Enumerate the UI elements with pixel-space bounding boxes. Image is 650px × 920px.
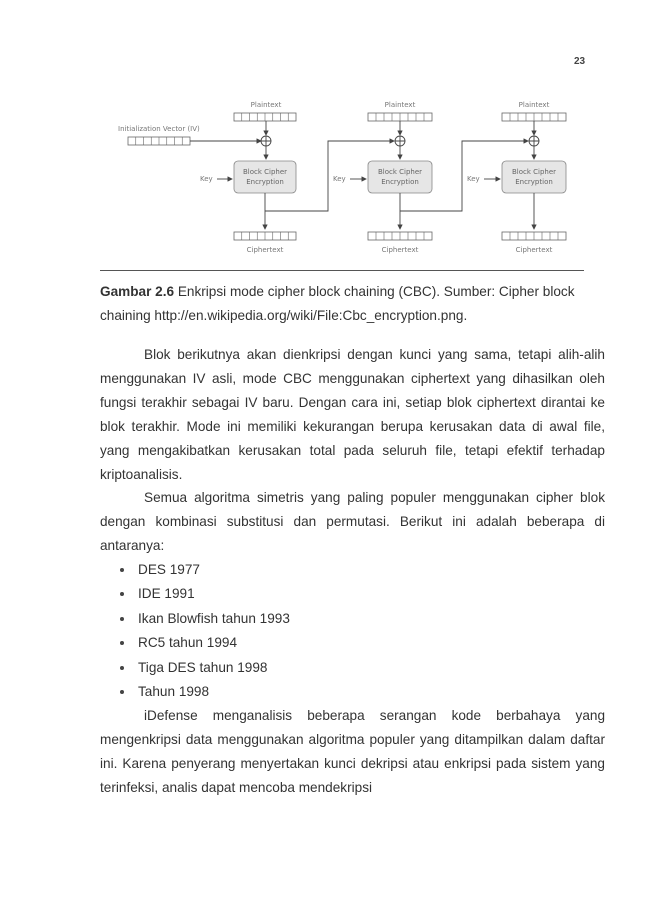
iv-label: Initialization Vector (IV)	[118, 125, 200, 133]
ciphertext-block-2	[368, 232, 432, 240]
list-item-text: Tahun 1998	[138, 684, 210, 700]
bullet-icon	[120, 592, 124, 596]
paragraph-idefense: iDefense menganalisis beberapa serangan kode berbahaya yang mengenkripsi data menggunakan algoritma populer yang ditampilkan dalam daftar ini. Karena penyerang menyertakan kunci dekripsi atau enkripsi pada sistem yang terinfeksi, analis dapat mencoba mendekripsi	[100, 708, 605, 795]
ciphertext-label-3: Ciphertext	[515, 246, 553, 254]
list-item-text: DES 1977	[138, 562, 200, 577]
plaintext-label-3: Plaintext	[518, 101, 550, 109]
bullet-icon	[120, 641, 124, 645]
list-item	[100, 558, 290, 582]
ciphertext-label-2: Ciphertext	[381, 246, 419, 254]
cbc-encryption-diagram	[110, 95, 570, 265]
ciphertext-block-3	[502, 232, 566, 240]
list-item-text: Ikan Blowfish tahun 1993	[138, 610, 290, 626]
bullet-icon	[120, 666, 124, 670]
xor-node-1	[261, 136, 271, 146]
key-label-2: Key	[333, 175, 346, 183]
list-item	[100, 582, 290, 606]
block-cipher-label-2a: Block Cipher	[377, 168, 423, 176]
paragraph-symmetric-algorithms: Semua algoritma simetris yang paling populer menggunakan cipher blok dengan kombinasi substitusi dan permutasi. Berikut ini adalah beberapa di antaranya:	[100, 490, 605, 553]
plaintext-block-1	[234, 113, 296, 121]
block-cipher-label-2b: Encryption	[381, 178, 419, 186]
plaintext-block-3	[502, 113, 566, 121]
key-label-3: Key	[467, 175, 480, 183]
block-cipher-label-3b: Encryption	[515, 178, 553, 186]
cbc-diagram-svg	[110, 95, 570, 265]
iv-block	[128, 137, 190, 145]
figure-caption	[100, 280, 590, 328]
paragraph-cbc-chaining: Blok berikutnya akan dienkripsi dengan kunci yang sama, tetapi alih-alih menggunakan IV asli, mode CBC menggunakan ciphertext yang dihasilkan oleh fungsi terakhir sebagai IV baru. Dengan cara ini, setiap blok ciphertext dirantai ke blok terakhir. Mode ini memiliki kekurangan berupa kerusakan data di awal file, yang mengakibatkan kerusakan total pada seluruh file, tetapi efektif terhadap kriptoanalisis.	[100, 347, 605, 482]
list-item	[100, 607, 290, 631]
caption-divider	[100, 270, 584, 271]
plaintext-label-2: Plaintext	[384, 101, 416, 109]
page-number: 23	[574, 56, 586, 67]
xor-node-3	[529, 136, 539, 146]
block-cipher-box-2	[368, 161, 432, 193]
list-item-text: IDE 1991	[138, 586, 195, 602]
block-cipher-label-1a: Block Cipher	[242, 168, 288, 176]
block-cipher-box-1	[234, 161, 296, 193]
bullet-icon	[120, 617, 124, 621]
list-item	[100, 680, 290, 704]
caption-text: Enkripsi mode cipher block chaining (CBC). Sumber: Cipher block chaining http://en.wikipedia.org/wiki/File:Cbc_encryption.png.	[100, 284, 575, 323]
list-item-text: RC5 tahun 1994	[138, 635, 238, 651]
caption-label: Gambar 2.6	[100, 284, 175, 299]
ciphertext-label-1: Ciphertext	[246, 246, 284, 254]
list-item-text: Tiga DES tahun 1998	[138, 659, 268, 675]
key-label-1: Key	[200, 175, 213, 183]
block-cipher-label-1b: Encryption	[246, 178, 284, 186]
bullet-icon	[120, 690, 124, 694]
bullet-icon	[120, 568, 124, 572]
list-item	[100, 631, 290, 655]
block-cipher-box-3	[502, 161, 566, 193]
plaintext-label-1: Plaintext	[250, 101, 282, 109]
block-cipher-label-3a: Block Cipher	[511, 168, 557, 176]
xor-node-2	[395, 136, 405, 146]
algorithm-list	[100, 558, 290, 704]
plaintext-block-2	[368, 113, 432, 121]
ciphertext-block-1	[234, 232, 296, 240]
list-item	[100, 656, 290, 680]
